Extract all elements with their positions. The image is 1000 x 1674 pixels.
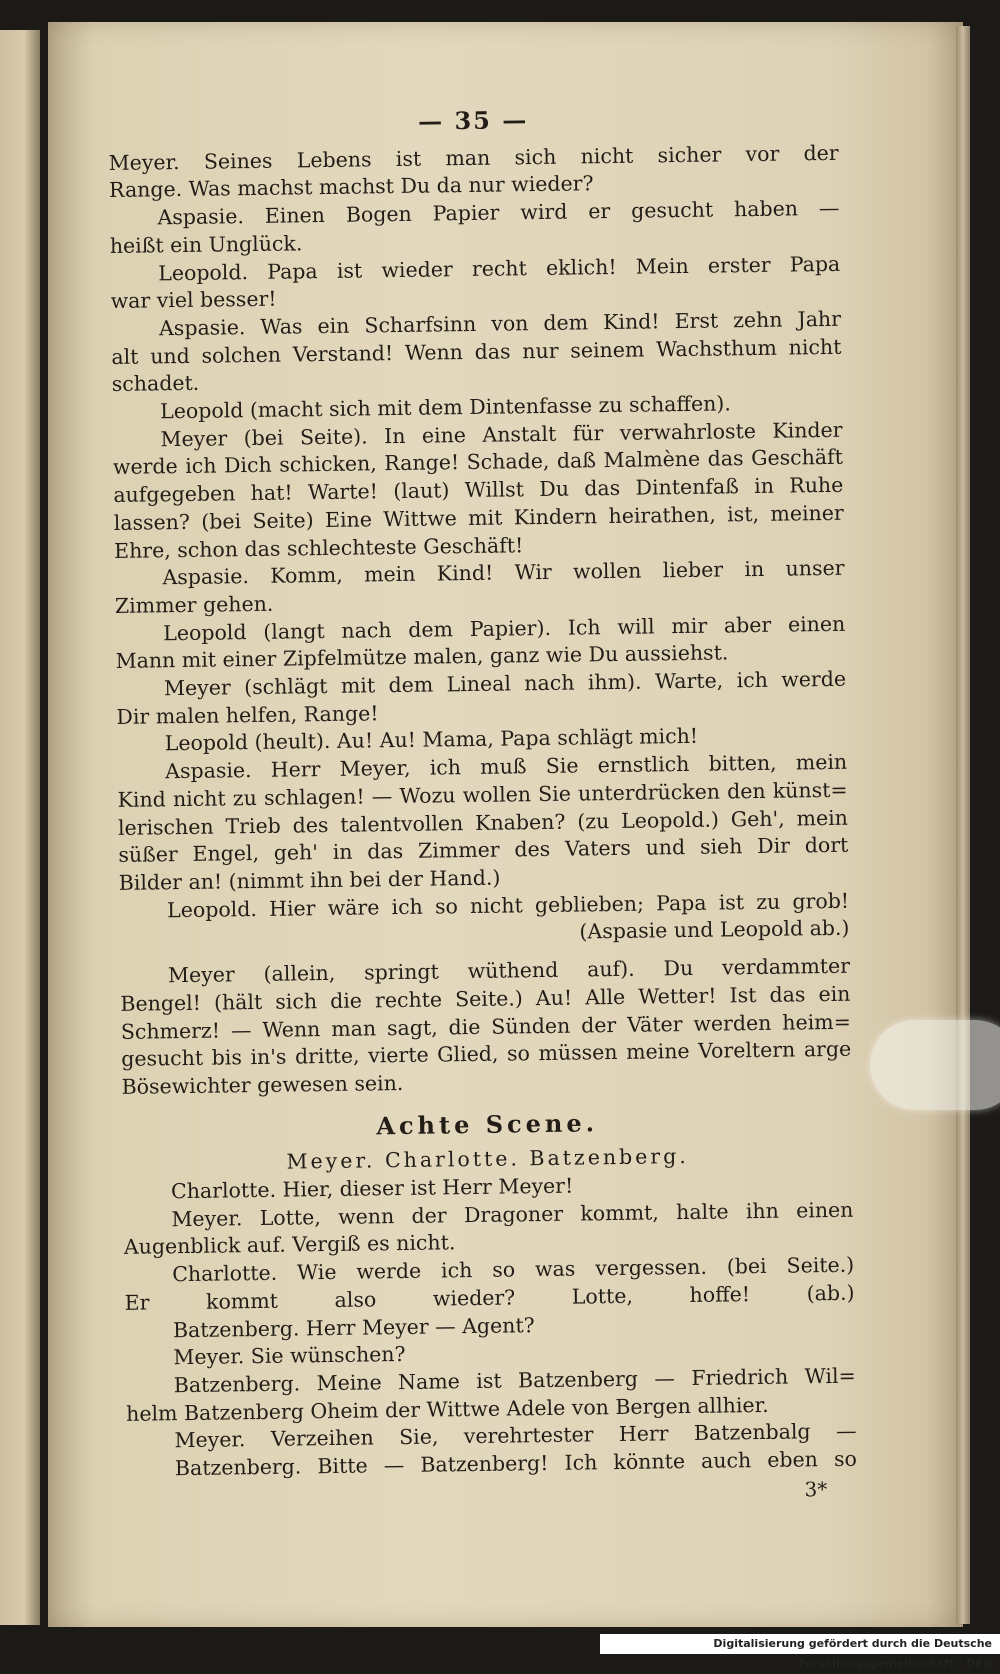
text-line: helm Batzenberg Oheim der Wittwe Adele von Bergen allhier. (126, 1392, 769, 1426)
text-line: heißt ein Unglück. (109, 231, 303, 258)
text-line: Meyer. Lotte, wenn der Dragoner kommt, halte ihn einen (171, 1197, 854, 1231)
text-line: Augenblick auf. Vergiß es nicht. (123, 1230, 456, 1260)
text-line: Er kommt also wieder? Lotte, hoffe! (ab.) (124, 1280, 855, 1315)
text-line: Leopold. Papa ist wieder recht eklich! Mein erster Papa (158, 251, 841, 285)
text-line: Leopold (langt nach dem Papier). Ich will mir aber einen (163, 611, 846, 645)
text-line: (Aspasie und Leopold ab.) (579, 916, 850, 944)
text-line: gesucht bis in's dritte, vierte Glied, so müssen meine Voreltern arge (121, 1036, 852, 1072)
page-number: — 35 — (417, 105, 529, 136)
text-line: Leopold. Hier wäre ich so nicht geblieben; Papa ist zu grob! (166, 888, 850, 922)
text-line: Meyer (allein, springt wüthend auf). Du verdammter (167, 953, 851, 988)
text-line: Kind nicht zu schlagen! — Wozu wollen Sie unterdrücken den künst= (117, 777, 848, 812)
text-line: Charlotte. Wie werde ich so was vergessen. (bei Seite.) (172, 1252, 855, 1287)
text-line: Meyer. Sie wünschen? (173, 1342, 406, 1370)
text-lines (109, 140, 858, 1484)
page-stack-edge (956, 26, 970, 1624)
text-line: Charlotte. Hier, dieser ist Herr Meyer! (170, 1173, 574, 1204)
text-line: lassen? (bei Seite) Eine Wittwe mit Kindern heirathen, ist, meiner (113, 500, 844, 535)
text-line: Meyer (schlägt mit dem Lineal nach ihm). Warte, ich werde (163, 666, 847, 701)
text-line: Meyer. Charlotte. Batzenberg. (286, 1144, 689, 1174)
text-line: Leopold (heult). Au! Au! Mama, Papa schlägt mich! (164, 724, 699, 756)
text-line: Aspasie. Komm, mein Kind! Wir wollen lieber in unser (162, 556, 845, 590)
text-line: Dir malen helfen, Range! (116, 701, 379, 729)
text-line: Bengel! (hält sich die rechte Seite.) Au! Alle Wetter! Ist das ein (120, 981, 851, 1016)
text-line: Bilder an! (nimmt ihn bei der Hand.) (118, 865, 501, 895)
text-line: alt und solchen Verstand! Wenn das nur seinem Wachsthum nicht (111, 334, 842, 369)
text-line: Bösewichter gewesen sein. (121, 1070, 404, 1099)
text-line: Schmerz! — Wenn man sagt, die Sünden der Väter werden heim= (120, 1009, 851, 1044)
text-line: Ehre, schon das schlechteste Geschäft! (113, 532, 524, 563)
text-line: lerischen Trieb des talentvollen Knaben? (zu Leopold.) Geh', mein (117, 805, 849, 840)
signature-mark: 3* (804, 1476, 828, 1502)
scanner-thumb (870, 1020, 1000, 1110)
text-line: war viel besser! (110, 286, 277, 314)
text-line: Meyer (bei Seite). In eine Anstalt für verwahrloste Kinder (160, 417, 843, 452)
left-page-edge (0, 30, 40, 1625)
text-line: Batzenberg. Herr Meyer — Agent? (172, 1312, 535, 1342)
text-line: Batzenberg. Meine Name ist Batzenberg — Friedrich Wil= (173, 1363, 856, 1398)
text-line: Mann mit einer Zipfelmütze malen, ganz wie Du aussiehst. (115, 640, 729, 674)
text-line: werde ich Dich schicken, Range! Schade, daß Malmène das Geschäft (112, 445, 844, 480)
text-line: Leopold (macht sich mit dem Dintenfasse zu schaffen). (160, 391, 732, 424)
text-line: Meyer. Seines Lebens ist man sich nicht sicher vor der (108, 140, 839, 175)
scene-heading: Achte Scene. (376, 1107, 599, 1140)
text-line: süßer Engel, geh' in das Zimmer des Vaters und sieh Dir dort (118, 833, 849, 868)
text-line: Aspasie. Was ein Scharfsinn von dem Kind! Erst zehn Jahr (158, 306, 842, 341)
page-text (108, 102, 857, 1514)
dfg-footer: Digitalisierung gefördert durch die Deutsche Forschungsgemeinschaft - DFG (600, 1634, 1000, 1654)
text-line: Range. Was machst machst Du da nur wieder? (108, 171, 594, 203)
text-line: Aspasie. Einen Bogen Papier wird er gesucht haben — (157, 195, 840, 230)
text-line: Batzenberg. Bitte — Batzenberg! Ich könnte auch eben so (174, 1446, 858, 1481)
text-line: Zimmer gehen. (114, 591, 274, 618)
text-line: aufgegeben hat! Warte! (laut) Willst Du das Dintenfaß in Ruhe (113, 472, 844, 508)
text-line: schadet. (111, 371, 200, 397)
text-line: Meyer. Verzeihen Sie, verehrtester Herr Batzenbalg — (174, 1419, 857, 1453)
text-line: Aspasie. Herr Meyer, ich muß Sie ernstlich bitten, mein (165, 749, 848, 784)
